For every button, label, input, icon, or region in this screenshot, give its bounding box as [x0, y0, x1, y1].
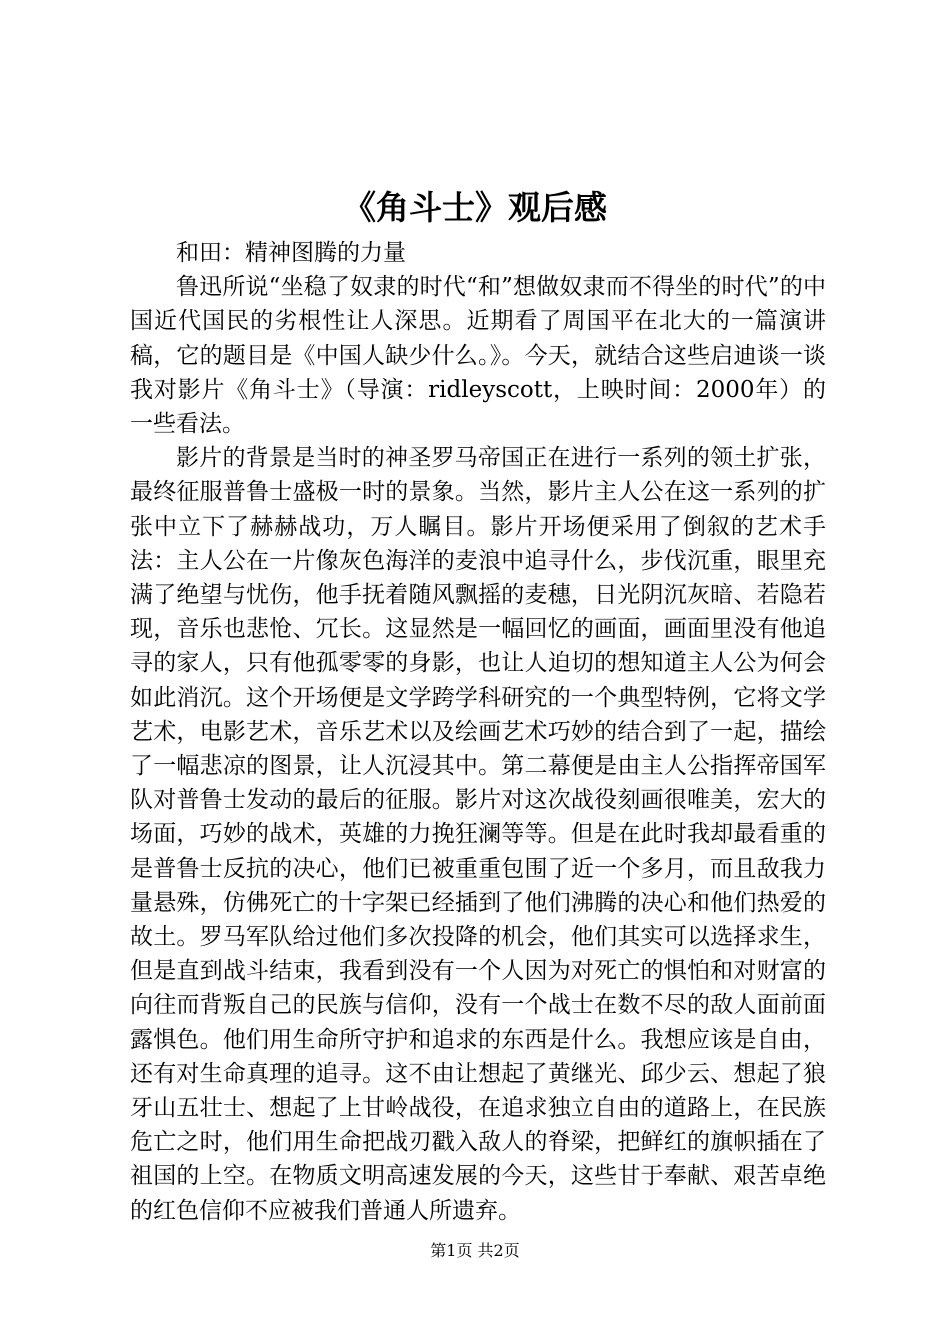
document-body [130, 236, 826, 1228]
document-title: 《角斗士》观后感 [343, 188, 607, 227]
paragraph-main: 影片的背景是当时的神圣罗马帝国正在进行一系列的领土扩张，最终征服普鲁士盛极一时的景象。当然，影片主人公在这一系列的扩张中立下了赫赫战功，万人瞩目。影片开场便采用了倒叙的艺术手法：主人公在一片像灰色海洋的麦浪中追寻什么，步伐沉重，眼里充满了绝望与忧伤，他手抚着随风飘摇的麦穗，日光阴沉灰暗、若隐若现，音乐也悲怆、冗长。这显然是一幅回忆的画面，画面里没有他追寻的家人，只有他孤零零的身影，也让人迫切的想知道主人公为何会如此消沉。这个开场便是文学跨学科研究的一个典型特例，它将文学艺术，电影艺术，音乐艺术以及绘画艺术巧妙的结合到了一起，描绘了一幅悲凉的图景，让人沉浸其中。第二幕便是由主人公指挥帝国军队对普鲁士发动的最后的征服。影片对这次战役刻画很唯美，宏大的场面，巧妙的战术，英雄的力挽狂澜等等。但是在此时我却最看重的是普鲁士反抗的决心，他们已被重重包围了近一个多月，而且敌我力量悬殊，仿佛死亡的十字架已经插到了他们沸腾的决心和他们热爱的故土。罗马军队给过他们多次投降的机会，他们其实可以选择求生，但是直到战斗结束，我看到没有一个人因为对死亡的惧怕和对财富的向往而背叛自己的民族与信仰，没有一个战士在数不尽的敌人面前面露惧色。他们用生命所守护和追求的东西是什么。我想应该是自由，还有对生命真理的追寻。这不由让想起了黄继光、邱少云、想起了狼牙山五壮士、想起了上甘岭战役，在追求独立自由的道路上，在民族危亡之时，他们用生命把战刃戳入敌人的脊梁，把鲜红的旗帜插在了祖国的上空。在物质文明高速发展的今天，这些甘于奉献、艰苦卓绝的红色信仰不应被我们普通人所遗弃。 [130, 445, 826, 1224]
page-number-footer: 第1页 共2页 [430, 1241, 520, 1260]
paragraph-intro: 鲁迅所说“坐稳了奴隶的时代“和”想做奴隶而不得坐的时代”的中国近代国民的劣根性让人深思。近期看了周国平在北大的一篇演讲稿，它的题目是《中国人缺少什么。》。今天，就结合这些启迪谈一谈我对影片《角斗士》（导演：ridleyscott，上映时间：2000年）的一些看法。 [130, 274, 826, 438]
paragraph-subtitle: 和田：精神图腾的力量 [176, 240, 406, 266]
